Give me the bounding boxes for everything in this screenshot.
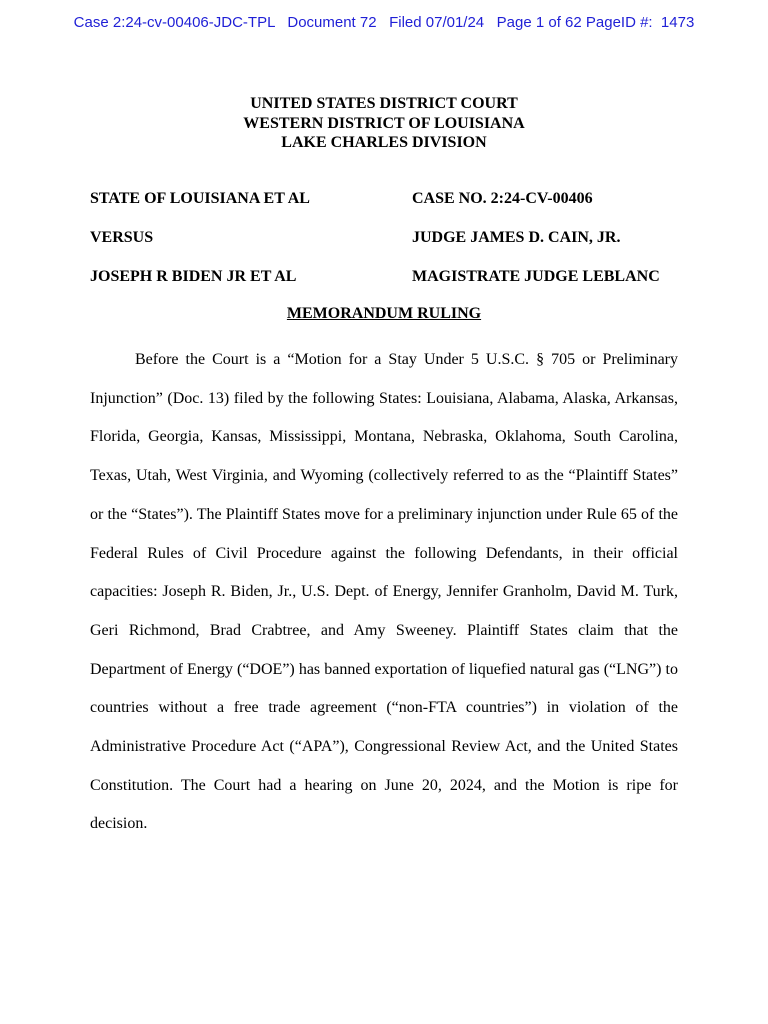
judge-name: JUDGE JAMES D. CAIN, JR. bbox=[412, 229, 621, 246]
magistrate-judge-name: MAGISTRATE JUDGE LEBLANC bbox=[412, 268, 660, 285]
division-name: LAKE CHARLES DIVISION bbox=[281, 134, 487, 151]
district-name: WESTERN DISTRICT OF LOUISIANA bbox=[243, 114, 525, 132]
court-name: UNITED STATES DISTRICT COURT bbox=[250, 95, 518, 112]
case-number: CASE NO. 2:24-CV-00406 bbox=[412, 190, 593, 207]
plaintiff-name: STATE OF LOUISIANA ET AL bbox=[90, 190, 310, 207]
memorandum-ruling-title: MEMORANDUM RULING bbox=[286, 305, 482, 322]
filing-header-stamp: Case 2:24-cv-00406-JDC-TPL Document 72 Filed 07/01/24 Page 1 of 62 PageID #: 1473 bbox=[73, 14, 695, 31]
ruling-body-paragraph: Before the Court is a “Motion for a Stay Under 5 U.S.C. § 705 or Preliminary Injunction” (Doc. 13) filed by the following States: Louisiana, Alabama, Alaska, Arkansas, Florida, Georgia, Kansas, Mississippi, Montana, Nebraska, Oklahoma, South Carolina, Texas, Utah, West Virginia, and Wyoming (collectively referred to as the “Plaintiff States” or the “States”). The Plaintiff States move for a preliminary injunction under Rule 65 of the Federal Rules of Civil Procedure against the following Defendants, in their official capacities: Joseph R. Biden, Jr., U.S. Dept. of Energy, Jennifer Granholm, David M. Turk, Geri Richmond, Brad Crabtree, and Amy Sweeney. Plaintiff States claim that the Department of Energy (“DOE”) has banned exportation of liquefied natural gas (“LNG”) to countries without a free trade agreement (“non-FTA countries”) in violation of the Administrative Procedure Act (“APA”), Congressional Review Act, and the United States Constitution. The Court had a hearing on June 20, 2024, and the Motion is ripe for decision. bbox=[90, 351, 678, 833]
court-heading bbox=[0, 94, 768, 153]
defendant-name: JOSEPH R BIDEN JR ET AL bbox=[90, 268, 297, 285]
versus-label: VERSUS bbox=[90, 229, 154, 246]
